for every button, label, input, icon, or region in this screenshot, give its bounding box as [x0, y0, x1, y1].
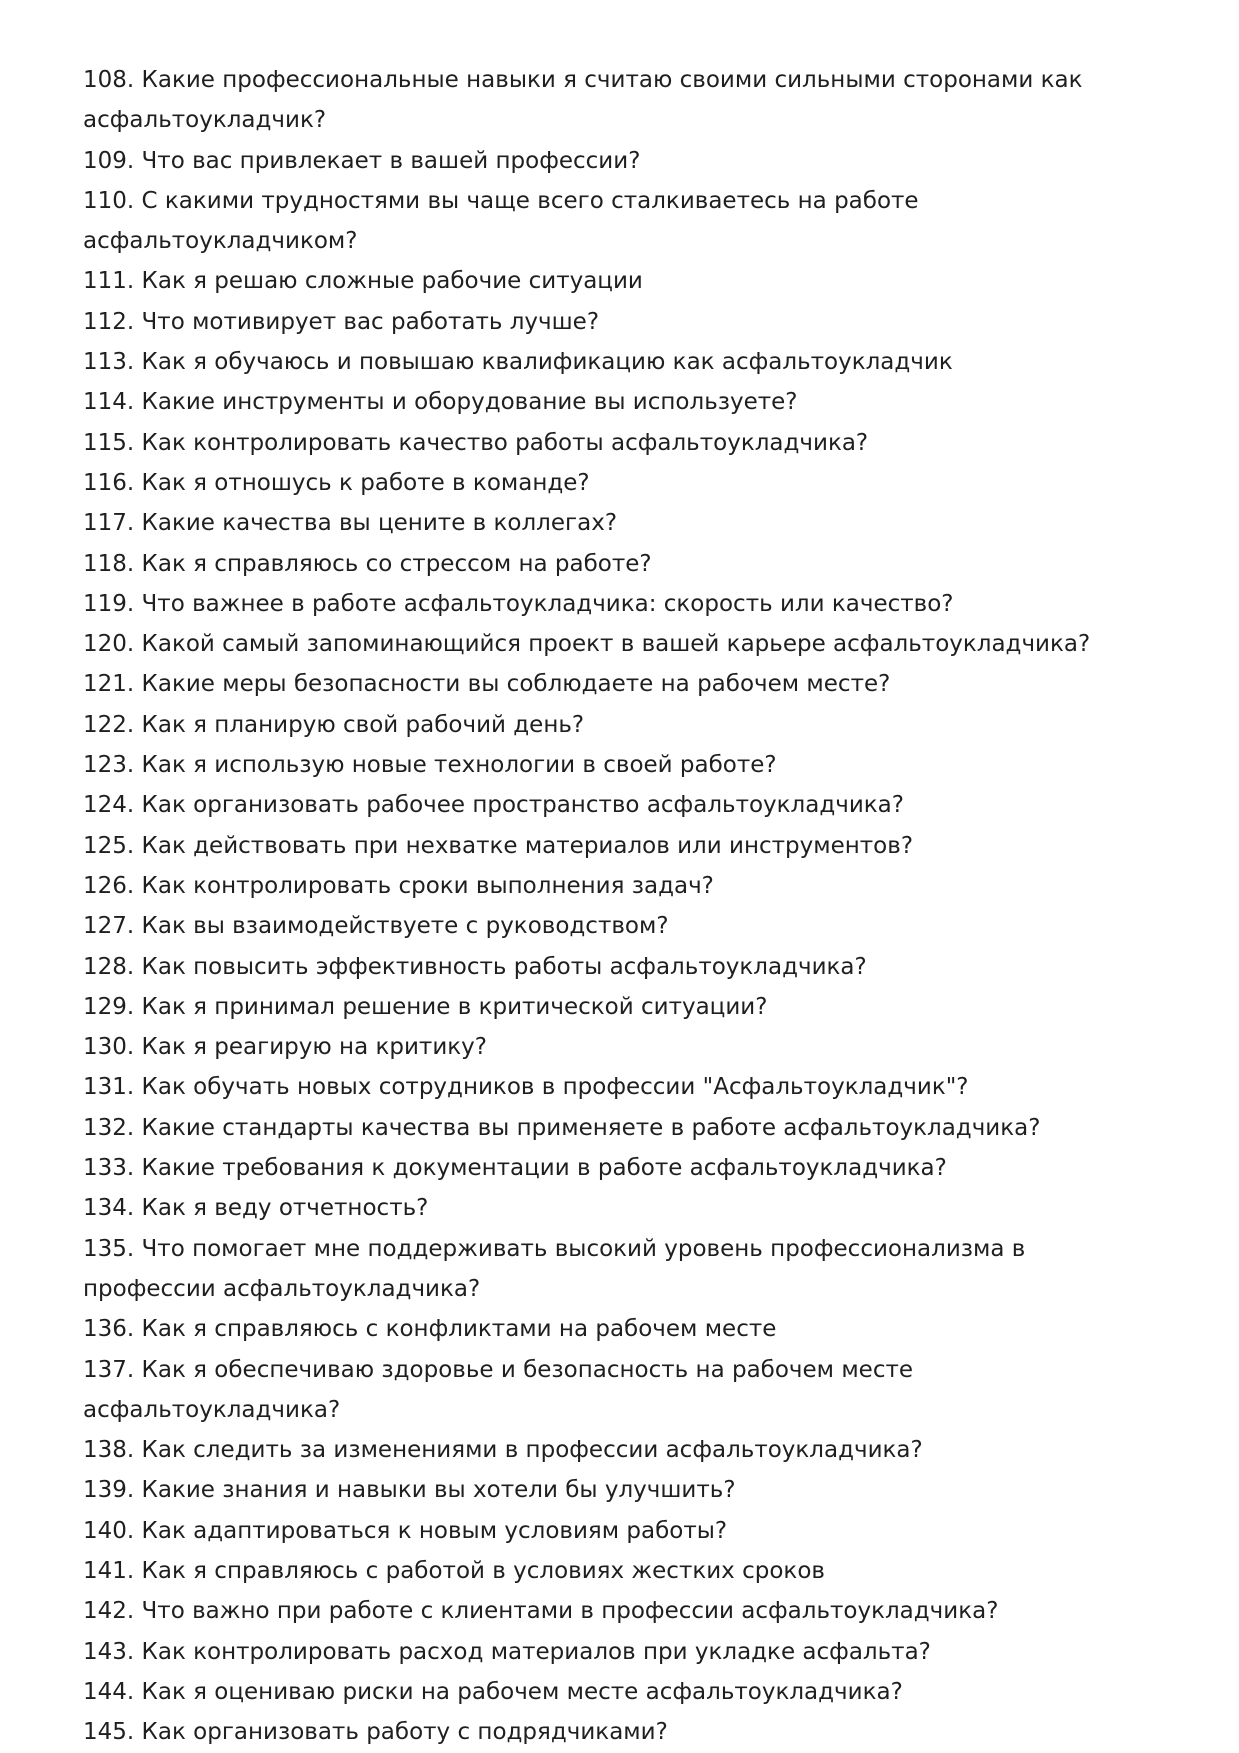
question-item: 139. Какие знания и навыки вы хотели бы улучшить? [83, 1477, 736, 1504]
question-item: 144. Как я оцениваю риски на рабочем месте асфальтоукладчика? [83, 1678, 903, 1705]
question-item: 128. Как повысить эффективность работы асфальтоукладчика? [83, 953, 867, 980]
question-item: 114. Какие инструменты и оборудование вы используете? [83, 389, 798, 416]
question-item: 109. Что вас привлекает в вашей профессии? [83, 147, 641, 174]
question-item: 119. Что важнее в работе асфальтоукладчика: скорость или качество? [83, 590, 954, 617]
question-item: 137. Как я обеспечиваю здоровье и безопасность на рабочем месте асфальтоукладчика? [83, 1356, 914, 1423]
question-item: 110. С какими трудностями вы чаще всего сталкиваетесь на работе асфальтоукладчиком? [83, 187, 919, 255]
question-item: 143. Как контролировать расход материалов при укладке асфальта? [83, 1638, 931, 1665]
question-item: 126. Как контролировать сроки выполнения задач? [83, 872, 714, 899]
question-item: 132. Какие стандарты качества вы применяете в работе асфальтоукладчика? [83, 1114, 1041, 1141]
question-item: 136. Как я справляюсь с конфликтами на рабочем месте [83, 1316, 777, 1343]
question-item: 130. Как я реагирую на критику? [83, 1034, 487, 1061]
question-item: 134. Как я веду отчетность? [83, 1195, 429, 1222]
question-item: 122. Как я планирую свой рабочий день? [83, 711, 585, 738]
question-item: 124. Как организовать рабочее пространство асфальтоукладчика? [83, 792, 904, 819]
question-item: 111. Как я решаю сложные рабочие ситуации [83, 268, 643, 295]
question-item: 113. Как я обучаюсь и повышаю квалификацию как асфальтоукладчик [83, 349, 953, 376]
question-item: 123. Как я использую новые технологии в своей работе? [83, 752, 777, 779]
question-item: 138. Как следить за изменениями в профессии асфальтоукладчика? [83, 1437, 923, 1464]
question-item: 140. Как адаптироваться к новым условиям работы? [83, 1517, 728, 1544]
question-item: 125. Как действовать при нехватке материалов или инструментов? [83, 832, 914, 859]
question-item: 129. Как я принимал решение в критической ситуации? [83, 993, 768, 1020]
question-item: 120. Какой самый запоминающийся проект в вашей карьере асфальтоукладчика? [83, 631, 1091, 658]
question-item: 142. Что важно при работе с клиентами в профессии асфальтоукладчика? [83, 1598, 999, 1625]
question-item: 127. Как вы взаимодействуете с руководством? [83, 913, 669, 940]
question-item: 108. Какие профессиональные навыки я считаю своими сильными сторонами как асфальтоукладчик? [83, 67, 1083, 134]
question-list [83, 60, 1163, 1752]
question-item: 121. Какие меры безопасности вы соблюдаете на рабочем месте? [83, 671, 891, 698]
question-item: 135. Что помогает мне поддерживать высокий уровень профессионализма в профессии асфальтоукладчика? [83, 1235, 1026, 1302]
question-item: 133. Какие требования к документации в работе асфальтоукладчика? [83, 1155, 947, 1182]
question-item: 115. Как контролировать качество работы асфальтоукладчика? [83, 429, 869, 456]
question-item: 145. Как организовать работу с подрядчиками? [83, 1719, 668, 1746]
question-item: 117. Какие качества вы цените в коллегах? [83, 510, 618, 537]
question-item: 141. Как я справляюсь с работой в условиях жестких сроков [83, 1557, 825, 1584]
question-item: 116. Как я отношусь к работе в команде? [83, 469, 590, 496]
question-item: 112. Что мотивирует вас работать лучше? [83, 308, 600, 335]
question-item: 131. Как обучать новых сотрудников в профессии "Асфальтоукладчик"? [83, 1074, 969, 1101]
question-item: 118. Как я справляюсь со стрессом на работе? [83, 550, 652, 577]
